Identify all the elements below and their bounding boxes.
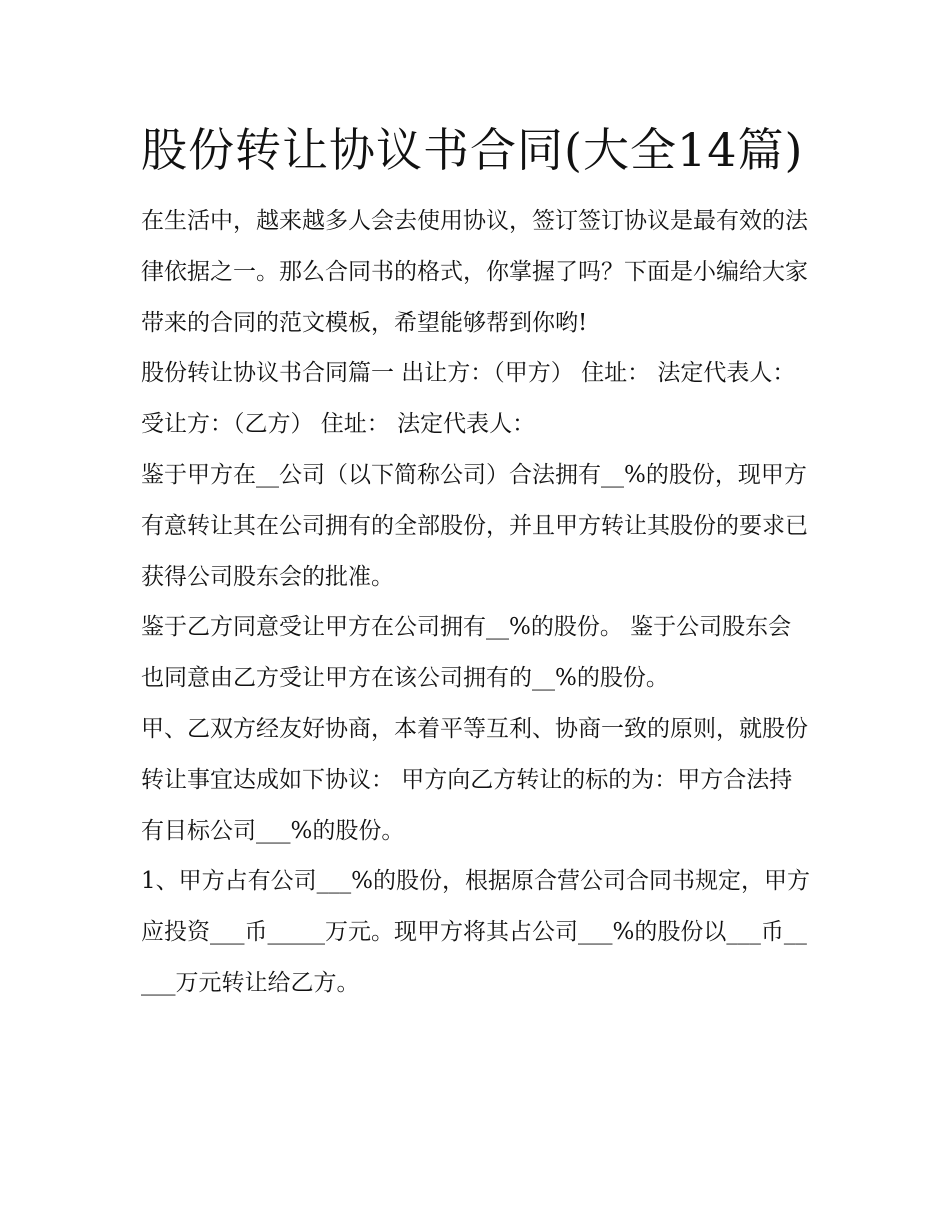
paragraph-agreement: 甲、乙双方经友好协商，本着平等互利、协商一致的原则，就股份转让事宜达成如下协议： 甲方向乙方转让的标的为：甲方合法持有目标公司___%的股份。 xyxy=(141,715,808,844)
paragraph-parties: 股份转让协议书合同篇一 出让方：（甲方） 住址： 法定代表人： 受让方：（乙方） 住址： 法定代表人： xyxy=(141,360,796,438)
document-body xyxy=(141,196,813,1009)
paragraph-recital-2: 鉴于乙方同意受让甲方在公司拥有__%的股份。 鉴于公司股东会也同意由乙方受让甲方在该公司拥有的__%的股份。 xyxy=(141,614,792,692)
paragraph-intro: 在生活中，越来越多人会去使用协议，签订签订协议是最有效的法律依据之一。那么合同书的格式，你掌握了吗？下面是小编给大家带来的合同的范文模板，希望能够帮到你哟! xyxy=(141,208,808,336)
document-page xyxy=(141,110,813,1009)
document-title: 股份转让协议书合同(大全14篇) xyxy=(141,123,804,177)
paragraph-clause-1: 1、甲方占有公司___%的股份，根据原合营公司合同书规定，甲方应投资___币_____万元。现甲方将其占公司___%的股份以___币_____万元转让给乙方。 xyxy=(141,868,810,996)
paragraph-recital-1: 鉴于甲方在__公司（以下简称公司）合法拥有__%的股份，现甲方有意转让其在公司拥有的全部股份，并且甲方转让其股份的要求已获得公司股东会的批准。 xyxy=(141,461,808,590)
